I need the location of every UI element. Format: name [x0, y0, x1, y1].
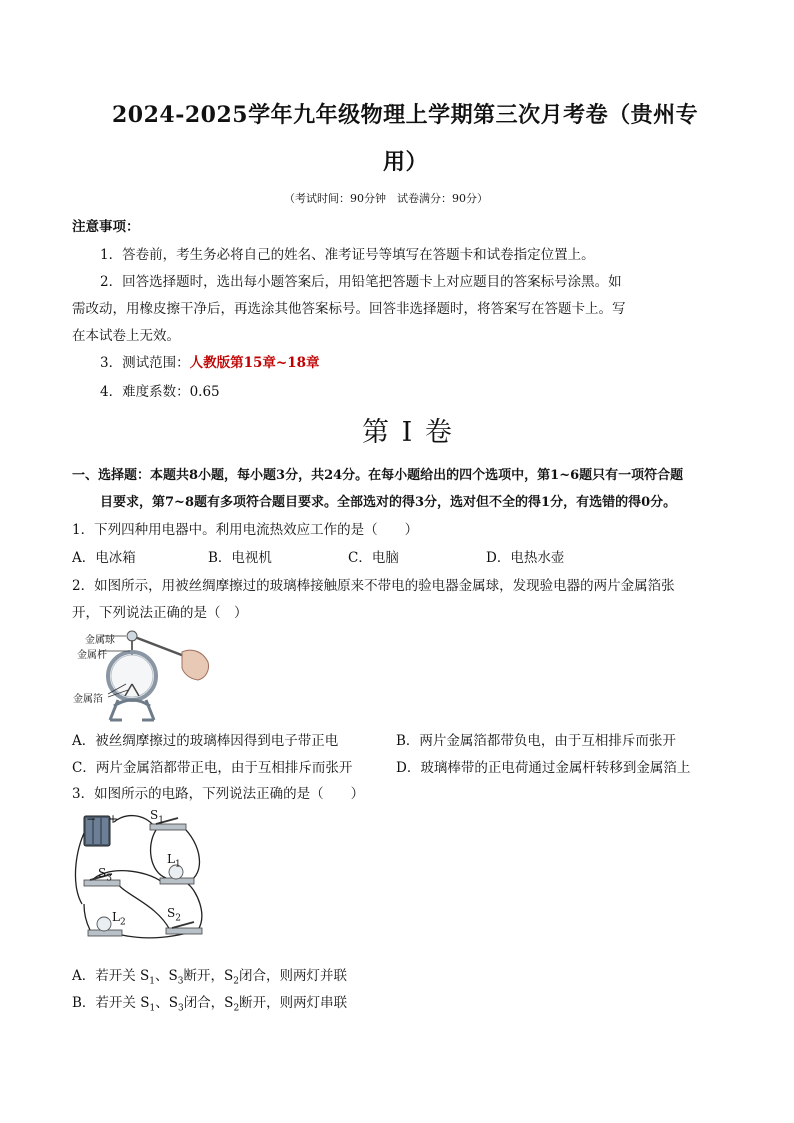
notice-item-1: 1．答卷前，考生务必将自己的姓名、准考证号等填写在答题卡和试卷指定位置上。	[100, 247, 595, 263]
notice-item-2-line-3: 在本试卷上无效。	[72, 328, 180, 344]
metal-ball	[127, 631, 137, 641]
question-2-stem-line-2: 开，下列说法正确的是（ ）	[72, 605, 248, 621]
page-title: 2024-2025学年九年级物理上学期第三次月考卷（贵州专	[112, 102, 699, 128]
exam-info: （考试时间：90分钟 试卷满分：90分）	[284, 192, 488, 205]
page-title-continued: 用）	[383, 149, 429, 175]
label-s3: $S_3$	[98, 866, 112, 884]
question-3-stem: 3．如图所示的电路，下列说法正确的是（ ）	[72, 786, 365, 802]
label-l2: $L_2$	[112, 910, 126, 928]
label-s2: $S_2$	[167, 906, 181, 924]
label-metal-foil: 金属箔	[73, 694, 103, 705]
battery-plus-label: +	[108, 812, 119, 826]
part-title: 第 I 卷	[362, 417, 454, 448]
question-1-option-c: C．电脑	[348, 550, 399, 566]
label-s1: $S_1$	[150, 808, 164, 826]
label-l1: $L_1$	[167, 852, 181, 870]
notice-item-2-line-2: 需改动，用橡皮擦干净后，再选涂其他答案标号。回答非选择题时，将答案写在答题卡上。写	[72, 301, 626, 317]
notice-item-4: 4．难度系数：0.65	[100, 384, 220, 400]
question-2-option-c: C．两片金属箔都带正电，由于互相排斥而张开	[72, 760, 353, 776]
switch-s2	[166, 922, 202, 934]
notice-item-2-line-1: 2．回答选择题时，选出每小题答案后，用铅笔把答题卡上对应题目的答案标号涂黑。如	[100, 274, 622, 290]
notice-heading: 注意事项：	[72, 219, 140, 235]
question-3-option-b: B．若开关 $S_1$、$S_3$闭合，$S_2$断开，则两灯串联	[72, 995, 348, 1014]
notice-item-3	[100, 351, 319, 371]
notice-item-3-label: 3．测试范围：	[100, 355, 190, 371]
question-2-stem-line-1: 2．如图所示，用被丝绸摩擦过的玻璃棒接触原来不带电的验电器金属球，发现验电器的两片金属箔张	[72, 578, 675, 594]
question-2-option-d: D．玻璃棒带的正电荷通过金属杆转移到金属箔上	[396, 760, 691, 776]
question-1-option-b: B．电视机	[208, 550, 272, 566]
question-2-option-a: A．被丝绸摩擦过的玻璃棒因得到电子带正电	[72, 733, 339, 749]
section-heading-line-2: 目要求，第7~8题有多项符合题目要求。全部选对的得3分，选对但不全的得1分，有选错的得0分。	[100, 495, 677, 510]
question-1-option-a: A．电冰箱	[72, 550, 136, 566]
ring-glass	[111, 655, 153, 697]
circuit-figure	[66, 804, 216, 954]
question-3-option-a: A．若开关 $S_1$、$S_3$断开，$S_2$闭合，则两灯并联	[72, 968, 347, 987]
question-2-option-b: B．两片金属箔都带负电，由于互相排斥而张开	[396, 733, 676, 749]
question-1-option-d: D．电热水壶	[486, 550, 565, 566]
test-scope: 人教版第15章~18章	[189, 355, 320, 371]
label-metal-rod: 金属杆	[77, 650, 107, 661]
hand	[182, 650, 209, 680]
battery-minus-label: −	[86, 812, 97, 826]
question-1-stem: 1．下列四种用电器中。利用电流热效应工作的是（ ）	[72, 522, 419, 538]
section-heading-line-1: 一、选择题：本题共8小题，每小题3分，共24分。在每小题给出的四个选项中，第1~6题只有一项符合题	[72, 468, 684, 483]
label-metal-ball: 金属球	[85, 635, 115, 646]
stand-arch	[114, 700, 150, 706]
